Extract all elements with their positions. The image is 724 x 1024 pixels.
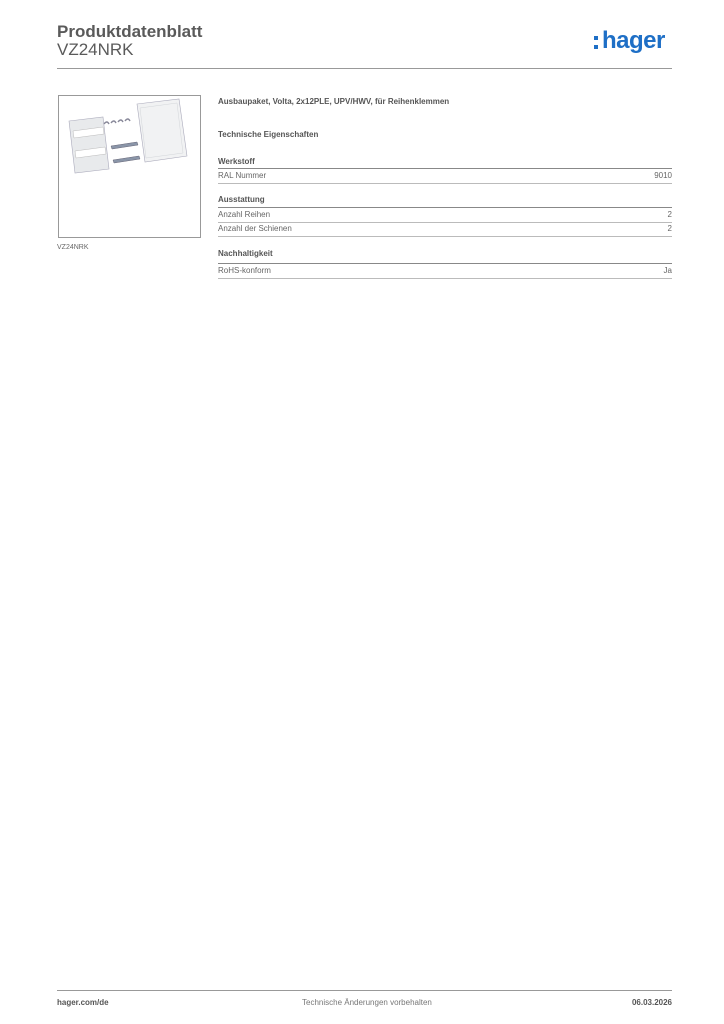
table-row xyxy=(218,223,672,236)
row-label: RoHS-konform xyxy=(218,266,271,275)
product-illustration-icon xyxy=(59,96,201,238)
row-value: 2 xyxy=(667,224,672,233)
section-divider xyxy=(218,168,672,169)
section-heading-ausstattung: Ausstattung xyxy=(218,195,265,204)
tech-properties-heading: Technische Eigenschaften xyxy=(218,130,319,139)
footer-note: Technische Änderungen vorbehalten xyxy=(302,998,432,1007)
row-divider xyxy=(218,236,672,237)
row-value: 2 xyxy=(667,210,672,219)
section-divider xyxy=(218,263,672,264)
row-value: 9010 xyxy=(654,171,672,180)
table-row xyxy=(218,209,672,222)
page-title: Produktdatenblatt xyxy=(57,22,203,41)
section-divider xyxy=(218,207,672,208)
row-label: Anzahl Reihen xyxy=(218,210,271,219)
product-code: VZ24NRK xyxy=(57,40,134,59)
logo-dots-icon xyxy=(594,36,599,52)
row-divider xyxy=(218,183,672,184)
table-row xyxy=(218,170,672,183)
row-value: Ja xyxy=(663,266,672,275)
row-label: RAL Nummer xyxy=(218,171,267,180)
footer-website-link[interactable]: hager.com/de xyxy=(57,998,109,1007)
table-row xyxy=(218,265,672,278)
product-image xyxy=(58,95,201,238)
footer-date: 06.03.2026 xyxy=(631,998,672,1007)
footer-divider xyxy=(57,990,672,991)
image-caption: VZ24NRK xyxy=(57,244,89,251)
section-heading-werkstoff: Werkstoff xyxy=(218,157,255,166)
section-heading-nachhaltigkeit: Nachhaltigkeit xyxy=(218,249,273,258)
logo-text: hager xyxy=(602,27,665,54)
row-label: Anzahl der Schienen xyxy=(218,224,292,233)
row-divider xyxy=(218,278,672,279)
header-divider xyxy=(57,68,672,69)
product-name: Ausbaupaket, Volta, 2x12PLE, UPV/HWV, für Reihenklemmen xyxy=(218,97,450,106)
